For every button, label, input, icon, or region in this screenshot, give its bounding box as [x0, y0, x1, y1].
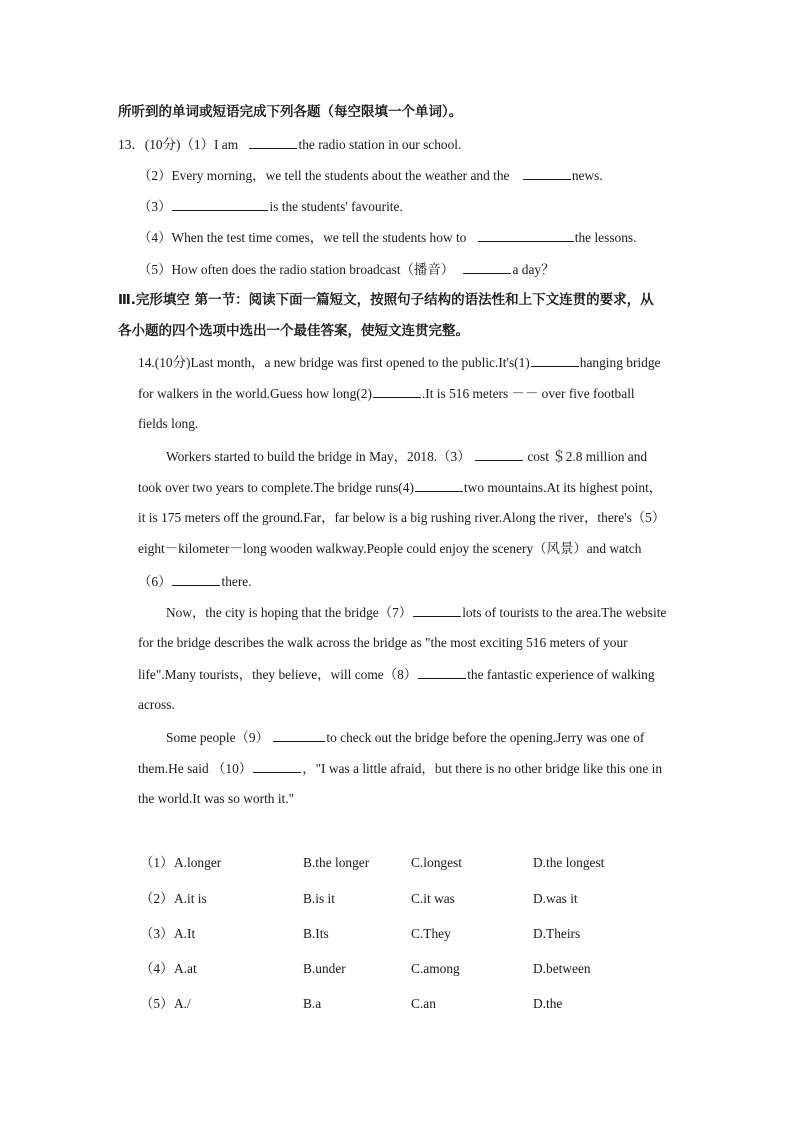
q13-line-2: （2）Every morning，we tell the students about the weather and the news.	[138, 168, 603, 183]
option-d[interactable]: D.the longest	[533, 855, 605, 870]
cloze-blank-8[interactable]	[418, 665, 466, 679]
q13-line-3: （3） is the students' favourite.	[138, 199, 403, 214]
option-number: （5）	[140, 996, 174, 1011]
answer-blank-4[interactable]	[478, 228, 574, 242]
q14-p3-line-4: across.	[138, 697, 175, 712]
q14-p4-line-3: the world.It was so worth it."	[138, 791, 295, 806]
option-b[interactable]: B.under	[303, 961, 346, 976]
answer-blank-3[interactable]	[172, 197, 268, 211]
option-b[interactable]: B.is it	[303, 891, 335, 906]
option-c[interactable]: C.it was	[411, 891, 455, 906]
q14-p2-line-2: took over two years to complete.The bridge runs(4) two mountains.At its highest point，	[138, 480, 663, 495]
cloze-blank-2[interactable]	[373, 384, 421, 398]
q14-p3-line-1: Now，the city is hoping that the bridge（7） lots of tourists to the area.The website	[166, 605, 667, 620]
option-d[interactable]: D.between	[533, 961, 591, 976]
q14-p2-line-5: （6） there.	[138, 574, 252, 589]
option-a[interactable]: A.it is	[174, 891, 207, 906]
option-c[interactable]: C.among	[411, 961, 460, 976]
option-a[interactable]: A.at	[174, 961, 197, 976]
q13-line-1: 13．(10分)（1）I am the radio station in our school.	[118, 137, 462, 152]
q14-p1-line-1: 14.(10分)Last month，a new bridge was first opened to the public.It's(1) hanging bridge	[138, 355, 661, 370]
section3-heading-line-2: 各小题的四个选项中选出一个最佳答案，使短文连贯完整。	[118, 323, 469, 339]
cloze-blank-4[interactable]	[415, 478, 463, 492]
option-number: （4）	[140, 961, 174, 976]
option-number: （3）	[140, 926, 174, 941]
q14-p2-line-1: Workers started to build the bridge in May，2018.（3） cost ＄2.8 million and	[166, 449, 648, 464]
q14-p2-line-4: eight－kilometer－long wooden walkway.People could enjoy the scenery（风景）and watch	[138, 541, 642, 556]
cloze-blank-3[interactable]	[475, 447, 523, 461]
option-d[interactable]: D.the	[533, 996, 563, 1011]
q13-line-4: （4）When the test time comes，we tell the students how to the lessons.	[138, 230, 637, 245]
q14-p2-line-3: it is 175 meters off the ground.Far，far below is a big rushing river.Along the river，there's（5）	[138, 510, 666, 525]
answer-blank-2[interactable]	[523, 166, 571, 180]
option-c[interactable]: C.longest	[411, 855, 462, 870]
q14-p4-line-1: Some people（9） to check out the bridge before the opening.Jerry was one of	[166, 730, 645, 745]
q14-p4-line-2: them.He said （10） ，"I was a little afraid，but there is no other bridge like this one in	[138, 761, 663, 776]
cloze-blank-10[interactable]	[253, 759, 301, 773]
option-b[interactable]: B.the longer	[303, 855, 370, 870]
q14-p3-line-3: life".Many tourists，they believe，will come（8） the fantastic experience of walking	[138, 667, 655, 682]
option-c[interactable]: C.an	[411, 996, 436, 1011]
option-a[interactable]: A.longer	[174, 855, 222, 870]
section3-heading-line-1: Ⅲ.完形填空 第一节：阅读下面一篇短文，按照句子结构的语法性和上下文连贯的要求，从	[118, 292, 654, 308]
option-b[interactable]: B.Its	[303, 926, 329, 941]
q13-line-5: （5）How often does the radio station broadcast（播音） a day？	[138, 262, 555, 277]
cloze-blank-7[interactable]	[413, 603, 461, 617]
option-number: （1）	[140, 855, 174, 870]
answer-blank-5[interactable]	[463, 260, 511, 274]
cloze-blank-6[interactable]	[172, 572, 220, 586]
option-a[interactable]: A.It	[174, 926, 196, 941]
option-b[interactable]: B.a	[303, 996, 322, 1011]
cloze-blank-1[interactable]	[531, 353, 579, 367]
header-instruction: 所听到的单词或短语完成下列各题（每空限填一个单词）。	[118, 104, 463, 120]
cloze-blank-9[interactable]	[273, 728, 325, 742]
option-d[interactable]: D.Theirs	[533, 926, 581, 941]
q14-p1-line-3: fields long.	[138, 416, 199, 431]
option-number: （2）	[140, 891, 174, 906]
answer-blank-1[interactable]	[249, 135, 297, 149]
option-c[interactable]: C.They	[411, 926, 451, 941]
q14-p1-line-2: for walkers in the world.Guess how long(2) .It is 516 meters －－ over five football	[138, 386, 635, 401]
option-d[interactable]: D.was it	[533, 891, 578, 906]
option-a[interactable]: A./	[174, 996, 191, 1011]
q14-p3-line-2: for the bridge describes the walk across the bridge as "the most exciting 516 meters of your	[138, 635, 628, 650]
